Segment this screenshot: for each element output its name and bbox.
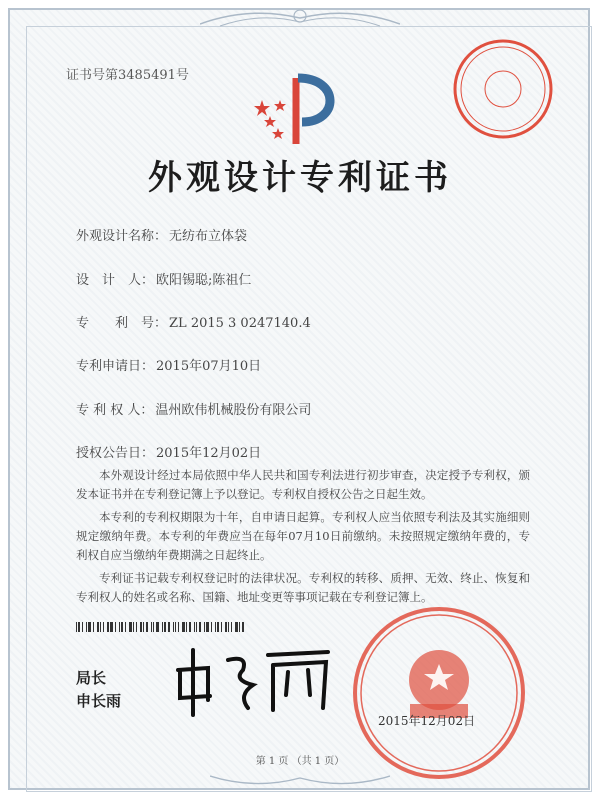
filing-date-field (76, 355, 261, 374)
agency-stamp (448, 34, 558, 144)
barcode-bar (168, 622, 170, 632)
barcode-bar (140, 622, 142, 632)
design-name-label: 外观设计名称： (76, 229, 168, 244)
barcode-bar (204, 622, 205, 632)
design-name-field (76, 225, 247, 244)
barcode-bar (196, 622, 197, 632)
barcode-bar (206, 622, 209, 632)
barcode-bar (235, 622, 238, 632)
barcode-bar (194, 622, 195, 632)
barcode-bar (143, 622, 144, 632)
barcode-bar (82, 622, 83, 632)
barcode (76, 622, 308, 632)
patentee-field (76, 399, 311, 418)
director-title: 局长 (76, 669, 107, 687)
barcode-bar (189, 622, 191, 632)
barcode-bar (115, 622, 116, 632)
barcode-bar (239, 622, 240, 632)
barcode-bar (164, 622, 166, 632)
barcode-bar (107, 622, 109, 632)
filing-date-label: 专利申请日： (76, 359, 155, 374)
barcode-bar (121, 622, 123, 632)
barcode-bar (153, 622, 154, 632)
barcode-bar (133, 622, 134, 632)
body-paragraph: 本专利的专利权期限为十年，自申请日起算。专利权人应当依照专利法及其实施细则规定缴纳年费。本专利的年费应当在每年07月10日前缴纳。未按照规定缴纳年费的，专利权自应当缴纳年费期满之日起终止。 (76, 510, 530, 562)
barcode-bar (178, 622, 179, 632)
design-name-value: 无纺布立体袋 (169, 229, 248, 244)
designer-field (76, 269, 251, 288)
barcode-bar (215, 622, 216, 632)
barcode-bar (242, 622, 244, 632)
announcement-date-value: 2015年12月02日 (156, 446, 262, 461)
barcode-bar (78, 622, 80, 632)
patentee-value: 温州欧伟机械股份有限公司 (155, 403, 312, 418)
barcode-bar (175, 622, 176, 632)
designer-value: 欧阳锡聪;陈祖仁 (156, 273, 252, 288)
barcode-bar (231, 622, 232, 632)
barcode-bar (129, 622, 132, 632)
barcode-bar (103, 622, 104, 632)
announcement-date-field (76, 442, 261, 461)
barcode-bar (146, 622, 148, 632)
barcode-bar (119, 622, 120, 632)
patent-number-value: ZL 2015 3 0247140.4 (169, 316, 311, 331)
barcode-bar (88, 622, 91, 632)
designer-label: 设 计 人： (76, 273, 155, 288)
barcode-bar (182, 622, 185, 632)
barcode-bar (86, 622, 87, 632)
barcode-bar (97, 622, 99, 632)
barcode-bar (225, 622, 227, 632)
director-signature (168, 640, 338, 720)
barcode-bar (162, 622, 163, 632)
barcode-bar (228, 622, 229, 632)
patent-office-logo (240, 70, 350, 148)
barcode-bar (93, 622, 94, 632)
filing-date-value: 2015年07月10日 (156, 359, 262, 374)
body-paragraph: 专利证书记载专利权登记时的法律状况。专利权的转移、质押、无效、终止、恢复和专利权人的姓名或名称、国籍、地址变更等事项记载在专利登记簿上。 (76, 571, 530, 604)
barcode-bar (186, 622, 187, 632)
barcode-bar (100, 622, 101, 632)
barcode-bar (173, 622, 174, 632)
issue-date: 2015年12月02日 (378, 714, 476, 728)
page-number: 第 1 页 （共 1 页） (255, 756, 345, 767)
barcode-bar (110, 622, 113, 632)
barcode-bar (217, 622, 219, 632)
certificate-number: 证书号第3485491号 (66, 68, 189, 83)
barcode-bar (211, 622, 212, 632)
barcode-bar (125, 622, 126, 632)
body-paragraph: 本外观设计经过本局依照中华人民共和国专利法进行初步审查，决定授予专利权，颁发本证书并在专利登记簿上予以登记。专利权自授权公告之日起生效。 (76, 468, 530, 501)
patent-number-label: 专 利 号： (76, 316, 168, 331)
barcode-bar (199, 622, 201, 632)
patent-number-field (76, 312, 311, 331)
barcode-bar (221, 622, 222, 632)
director-name: 申长雨 (76, 692, 122, 710)
certificate-title: 外观设计专利证书 (148, 158, 452, 198)
announcement-date-label: 授权公告日： (76, 446, 155, 461)
barcode-bar (136, 622, 137, 632)
patentee-label: 专 利 权 人： (76, 403, 154, 418)
top-ornament (200, 4, 400, 30)
barcode-bar (151, 622, 152, 632)
barcode-bar (156, 622, 159, 632)
certificate-body (76, 466, 530, 611)
bottom-ornament (210, 770, 390, 792)
barcode-bar (76, 622, 77, 632)
